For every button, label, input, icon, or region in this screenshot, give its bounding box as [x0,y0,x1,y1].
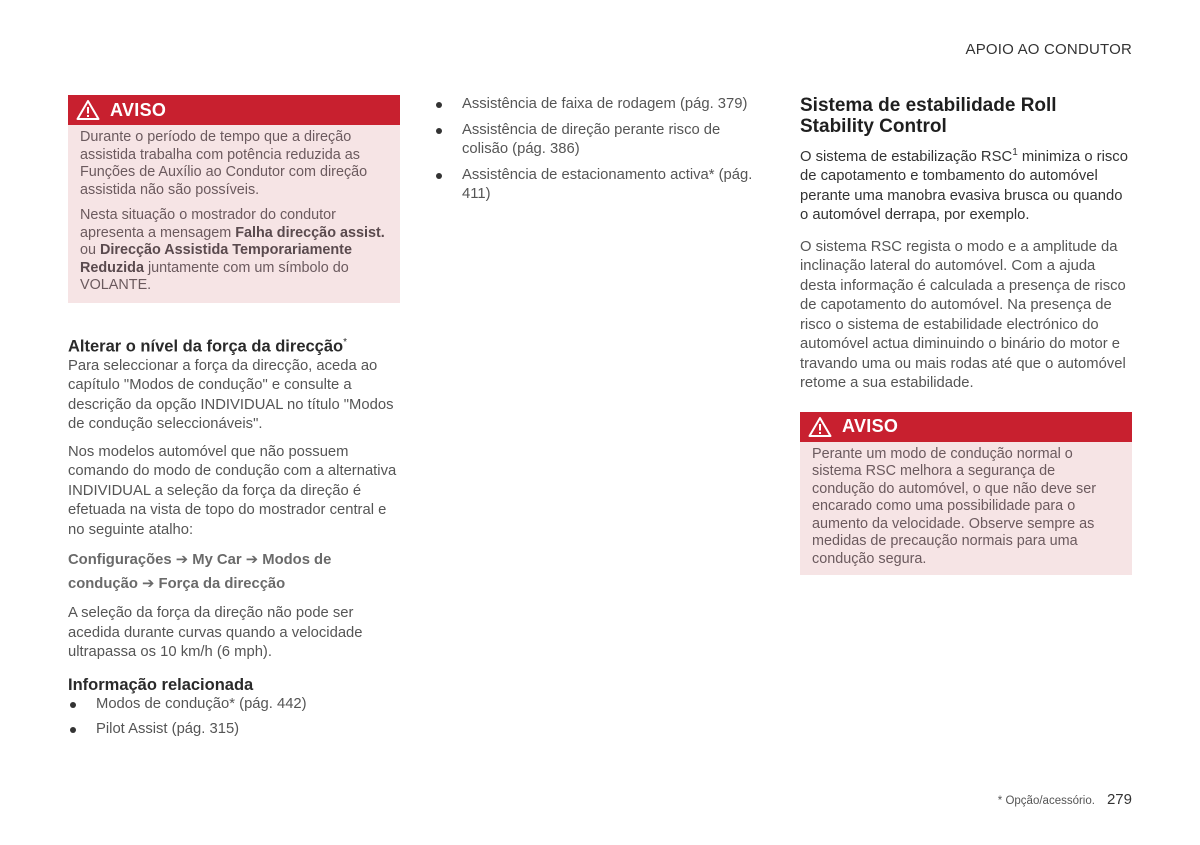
column-right [800,95,1132,575]
warning-box [800,412,1132,575]
path-step: My Car [192,552,242,568]
warning-title: AVISO [842,416,899,437]
warning-triangle-icon [76,99,100,121]
footnote-marker: 1 [1012,147,1018,158]
bullet-icon [70,727,76,733]
section-heading [68,333,400,357]
related-heading: Informação relacionada [68,675,254,694]
intro-paragraph [800,143,1132,226]
list-item[interactable] [68,695,400,715]
related-list [68,695,400,740]
warning-text: juntamente com um símbolo do VOLANTE. [80,259,349,293]
warning-paragraph [80,207,388,295]
related-link[interactable]: Pilot Assist (pág. 315) [96,721,240,737]
bullet-icon [436,128,442,134]
message-name: Falha direcção assist. [235,224,385,241]
warning-paragraph: Durante o período de tempo que a direção assistida trabalha com potência reduzida as Funções de Auxílio ao Condutor com direção assistida não são possíveis. [80,129,368,198]
heading-text: Alterar o nível da força da direcção [68,337,344,356]
footnote: * Opção/acessório. [997,795,1095,807]
page-number: 279 [1106,791,1132,808]
list-item[interactable] [434,121,768,160]
bullet-icon [70,702,76,708]
warning-text: Nesta situação o mostrador do condutor apresenta a mensagem [80,207,336,241]
bullet-icon [436,102,442,108]
intro-text: O sistema de estabilização RSC [800,148,1013,165]
option-marker: * [343,337,348,348]
paragraph: A seleção da força da direção não pode ser acedida durante curvas quando a velocidade ultrapassa os 10 km/h (6 mph). [68,605,363,660]
paragraph: Para seleccionar a força da direcção, aceda ao capítulo "Modos de condução" e consulte a descrição da opção INDIVIDUAL no título "Modos de condução seleccionáveis". [68,357,394,432]
section-header: APOIO AO CONDUTOR [965,41,1132,58]
related-link[interactable]: Assistência de direção perante risco de colisão (pág. 386) [462,121,721,157]
path-step: Modos de condução [68,552,332,592]
warning-header [800,412,1132,442]
bullet-icon [436,173,442,179]
related-list [434,95,768,205]
warning-body [800,442,1132,579]
list-item[interactable] [434,95,768,115]
intro-text: minimiza o risco de capotamento e tombamento do automóvel perante uma manobra evasiva brusca ou quando o automóvel derrapa, por exemplo. [800,148,1128,224]
warning-box [68,95,400,303]
warning-header [68,95,400,125]
message-name: Direcção Assistida Temporariamente Reduzida [80,242,352,276]
paragraph: Nos modelos automóvel que não possuem comando do modo de condução com a alternativa INDIVIDUAL a seleção da força da direção é efetuada na vista de topo do mostrador central e no seguinte atalho: [68,443,397,538]
warning-title: AVISO [110,99,167,120]
warning-body [68,125,400,305]
path-step: Força da direcção [158,575,286,592]
menu-path [68,549,400,596]
arrow-right-icon: ➔ [142,575,155,592]
list-item[interactable] [434,166,768,205]
warning-text: ou [80,242,101,258]
column-middle [434,95,768,211]
arrow-right-icon: ➔ [245,552,259,568]
paragraph: O sistema RSC regista o modo e a amplitude da inclinação lateral do automóvel. Com a ajuda desta informação é calculada a presença de risco de capotamento do automóvel. Na presença de risco o sistema de estabilidade electrónico do automóvel actua diminuindo o binário do motor e travando uma ou mais rodas até que o automóvel retome a sua estabilidade. [800,238,1126,392]
path-step: Configurações [68,552,172,568]
warning-triangle-icon [808,416,832,438]
related-link[interactable]: Modos de condução* (pág. 442) [96,695,307,712]
related-link[interactable]: Assistência de estacionamento activa* (pág. 411) [462,166,753,202]
warning-paragraph: Perante um modo de condução normal o sistema RSC melhora a segurança de condução do automóvel, o que não deve ser encarado como uma possibilidade para o aumento da velocidade. Observe sempre as medidas de precaução normais para uma condução segura. [812,445,1097,567]
section-title: Sistema de estabilidade Roll Stability Control [800,95,1057,137]
related-link[interactable]: Assistência de faixa de rodagem (pág. 379) [462,96,748,112]
list-item[interactable] [68,720,400,740]
arrow-right-icon: ➔ [175,552,189,568]
column-left [68,95,400,746]
page-footer [998,791,1132,808]
